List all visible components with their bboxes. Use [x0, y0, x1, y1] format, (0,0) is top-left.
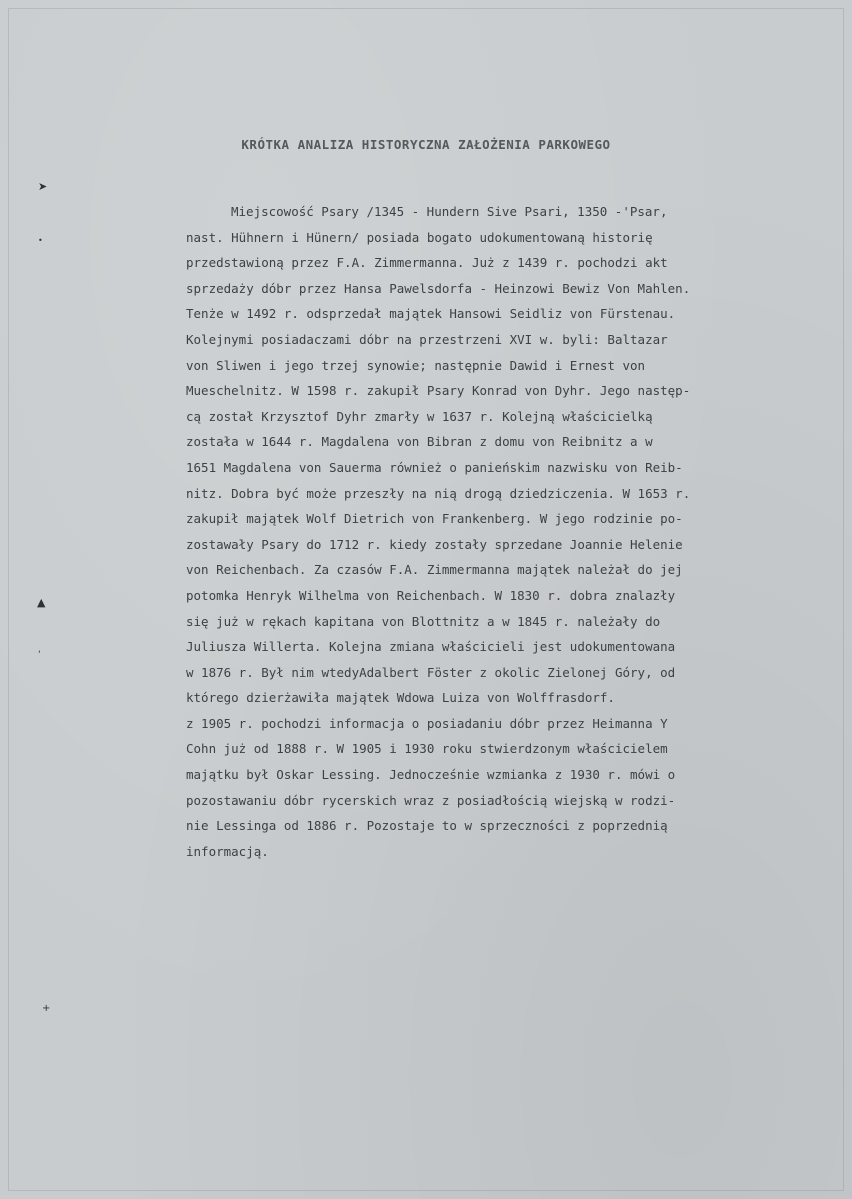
- text-line: nast. Hühnern i Hünern/ posiada bogato udokumentowaną historię: [186, 229, 653, 245]
- text-line: którego dzierżawiła majątek Wdowa Luiza von Wolffrasdorf.: [186, 690, 615, 706]
- margin-mark-tick: ‘: [38, 650, 41, 660]
- margin-mark-arrow: ➤: [38, 180, 48, 193]
- text-line: Juliusza Willerta. Kolejna zmiana właścicieli jest udokumentowana: [186, 639, 676, 655]
- text-line: nie Lessinga od 1886 r. Pozostaje to w sprzeczności z poprzednią: [186, 818, 668, 834]
- text-line: zostawały Psary do 1712 r. kiedy zostały sprzedane Joannie Helenie: [186, 536, 683, 552]
- margin-mark-plus: +: [42, 1003, 51, 1014]
- text-line: 1651 Magdalena von Sauerma również o panieńskim nazwisku von Reib-: [186, 459, 683, 475]
- text-line: von Sliwen i jego trzej synowie; następnie Dawid i Ernest von: [186, 357, 646, 373]
- text-line: Miejscowość Psary /1345 - Hundern Sive Psari, 1350 -'Psar,: [231, 204, 668, 219]
- text-line: Mueschelnitz. W 1598 r. zakupił Psary Konrad von Dyhr. Jego następ-: [186, 383, 691, 399]
- text-line: informacją.: [186, 843, 269, 859]
- text-line: majątku był Oskar Lessing. Jednocześnie wzmianka z 1930 r. mówi o: [186, 767, 676, 783]
- document-body: [186, 199, 786, 864]
- text-line: Tenże w 1492 r. odsprzedał majątek Hansowi Seidliz von Fürstenau.: [186, 306, 676, 322]
- text-line: z 1905 r. pochodzi informacja o posiadaniu dóbr przez Heimanna Y: [186, 715, 668, 731]
- text-line: przedstawioną przez F.A. Zimmermanna. Już z 1439 r. pochodzi akt: [186, 255, 668, 271]
- document-title: KRÓTKA ANALIZA HISTORYCZNA ZAŁOŻENIA PARKOWEGO: [241, 137, 611, 152]
- text-line: cą został Krzysztof Dyhr zmarły w 1637 r. Kolejną właścicielką: [186, 408, 653, 424]
- text-line: sprzedaży dóbr przez Hansa Pawelsdorfa - Heinzowi Bewiz Von Mahlen.: [186, 280, 691, 296]
- text-line: nitz. Dobra być może przeszły na nią drogą dziedziczenia. W 1653 r.: [186, 485, 691, 501]
- text-line: potomka Henryk Wilhelma von Reichenbach. W 1830 r. dobra znalazły: [186, 587, 676, 603]
- text-line: Kolejnymi posiadaczami dóbr na przestrzeni XVI w. byli: Baltazar: [186, 331, 668, 347]
- text-line: zakupił majątek Wolf Dietrich von Frankenberg. W jego rodzinie po-: [186, 511, 683, 527]
- text-line: pozostawaniu dóbr rycerskich wraz z posiadłością wiejską w rodzi-: [186, 792, 676, 808]
- margin-mark-caret: ▲: [37, 596, 46, 609]
- text-line: von Reichenbach. Za czasów F.A. Zimmermanna majątek należał do jej: [186, 562, 683, 578]
- margin-mark-dot: •: [38, 236, 43, 245]
- text-line: została w 1644 r. Magdalena von Bibran z domu von Reibnitz a w: [186, 434, 653, 450]
- text-line: w 1876 r. Był nim wtedyAdalbert Föster z okolic Zielonej Góry, od: [186, 664, 676, 680]
- text-line: Cohn już od 1888 r. W 1905 i 1930 roku stwierdzonym właścicielem: [186, 741, 668, 757]
- text-line: się już w rękach kapitana von Blottnitz a w 1845 r. należały do: [186, 613, 661, 629]
